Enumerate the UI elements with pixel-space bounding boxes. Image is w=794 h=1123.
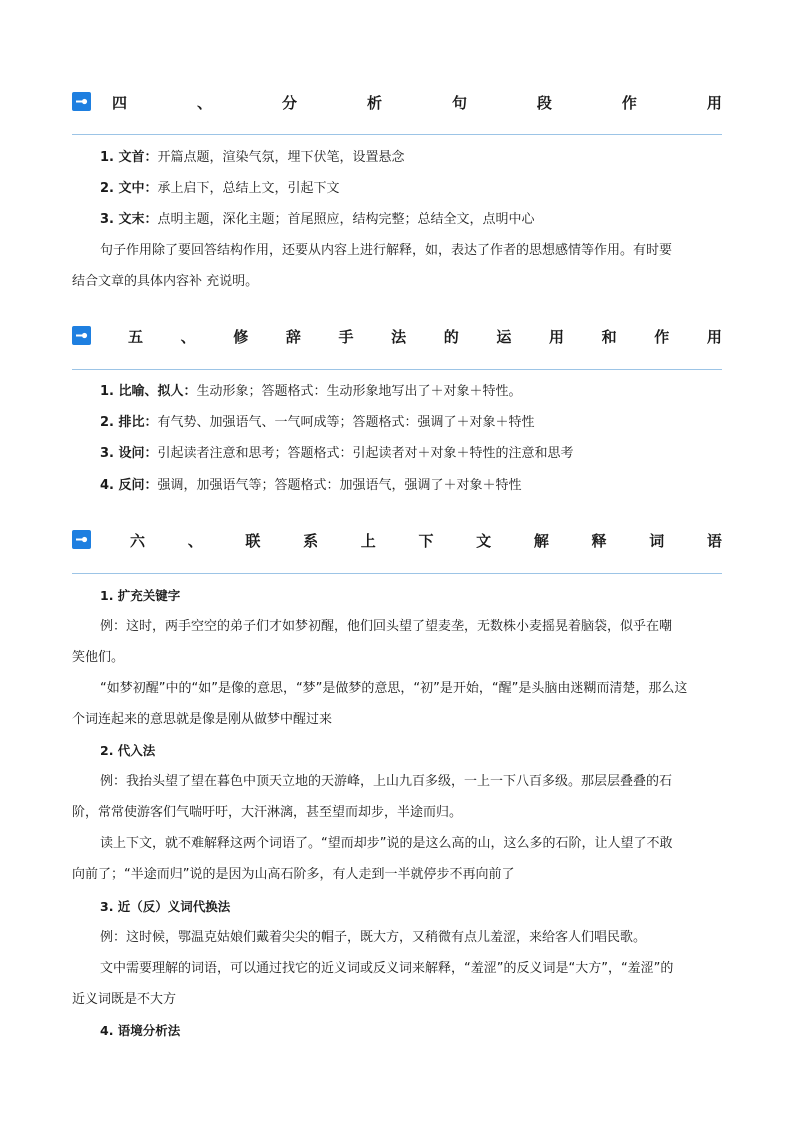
section-heading <box>72 322 722 352</box>
list-item: 2. 排比：有气势、加强语气、一气呵成等；答题格式：强调了＋对象＋特性 <box>100 415 535 430</box>
list-item: 1. 比喻、拟人：生动形象；答题格式：生动形象地写出了＋对象＋特性。 <box>100 384 522 399</box>
section-divider <box>72 134 722 135</box>
paragraph-line: 笑他们。 <box>72 650 125 665</box>
section-title: 四 、 分 析 句 段 作 用 <box>112 93 722 112</box>
section-marker-icon <box>72 326 91 345</box>
section-heading <box>72 88 722 118</box>
subsection-heading: 1. 扩充关键字 <box>100 588 181 603</box>
list-item: 4. 反问：强调，加强语气等；答题格式：加强语气，强调了＋对象＋特性 <box>100 478 522 493</box>
paragraph-line: 阶，常常使游客们气喘吁吁，大汗淋漓，甚至望而却步，半途而归。 <box>72 805 463 820</box>
paragraph-line: 近义词既是不大方 <box>72 992 177 1007</box>
subsection-heading: 4. 语境分析法 <box>100 1023 181 1038</box>
list-item: 3. 设问：引起读者注意和思考；答题格式：引起读者对＋对象＋特性的注意和思考 <box>100 446 574 461</box>
section-title: 五 、 修 辞 手 法 的 运 用 和 作 用 <box>128 327 722 346</box>
paragraph-line: 个词连起来的意思就是像是刚从做梦中醒过来 <box>72 712 333 727</box>
paragraph-line: 向前了；“半途而归”说的是因为山高石阶多，有人走到一半就停步不再向前了 <box>72 867 515 882</box>
section-divider <box>72 369 722 370</box>
paragraph-line: 句子作用除了要回答结构作用，还要从内容上进行解释，如，表达了作者的思想感情等作用。有时要 <box>100 243 673 258</box>
section-divider <box>72 573 722 574</box>
list-item: 1. 文首：开篇点题，渲染气氛，埋下伏笔，设置悬念 <box>100 150 405 165</box>
list-item: 2. 文中：承上启下，总结上文，引起下文 <box>100 181 340 196</box>
paragraph-line: “如梦初醒”中的“如”是像的意思，“梦”是做梦的意思，“初”是开始，“醒”是头脑由迷糊而清楚，那么这 <box>100 681 688 696</box>
paragraph-line: 读上下文，就不难解释这两个词语了。“望而却步”说的是这么高的山，这么多的石阶，让人望了不敢 <box>100 836 673 851</box>
list-item: 3. 文末：点明主题，深化主题；首尾照应，结构完整；总结全文，点明中心 <box>100 212 535 227</box>
subsection-heading: 2. 代入法 <box>100 743 156 758</box>
paragraph-line: 结合文章的具体内容补 充说明。 <box>72 274 259 289</box>
section-marker-icon <box>72 530 91 549</box>
section-title: 六 、 联 系 上 下 文 解 释 词 语 <box>130 531 722 550</box>
paragraph-line: 例：这时候，鄂温克姑娘们戴着尖尖的帽子，既大方，又稍微有点儿羞涩，来给客人们唱民歌。 <box>100 930 647 945</box>
paragraph-line: 文中需要理解的词语，可以通过找它的近义词或反义词来解释，“羞涩”的反义词是“大方”，“羞涩”的 <box>100 961 674 976</box>
section-heading <box>72 526 722 556</box>
paragraph-line: 例：我抬头望了望在暮色中顶天立地的天游峰，上山九百多级，一上一下八百多级。那层层叠叠的石 <box>100 774 673 789</box>
section-marker-icon <box>72 92 91 111</box>
paragraph-line: 例：这时，两手空空的弟子们才如梦初醒，他们回头望了望麦垄，无数株小麦摇晃着脑袋，似乎在嘲 <box>100 619 673 634</box>
subsection-heading: 3. 近（反）义词代换法 <box>100 899 231 914</box>
